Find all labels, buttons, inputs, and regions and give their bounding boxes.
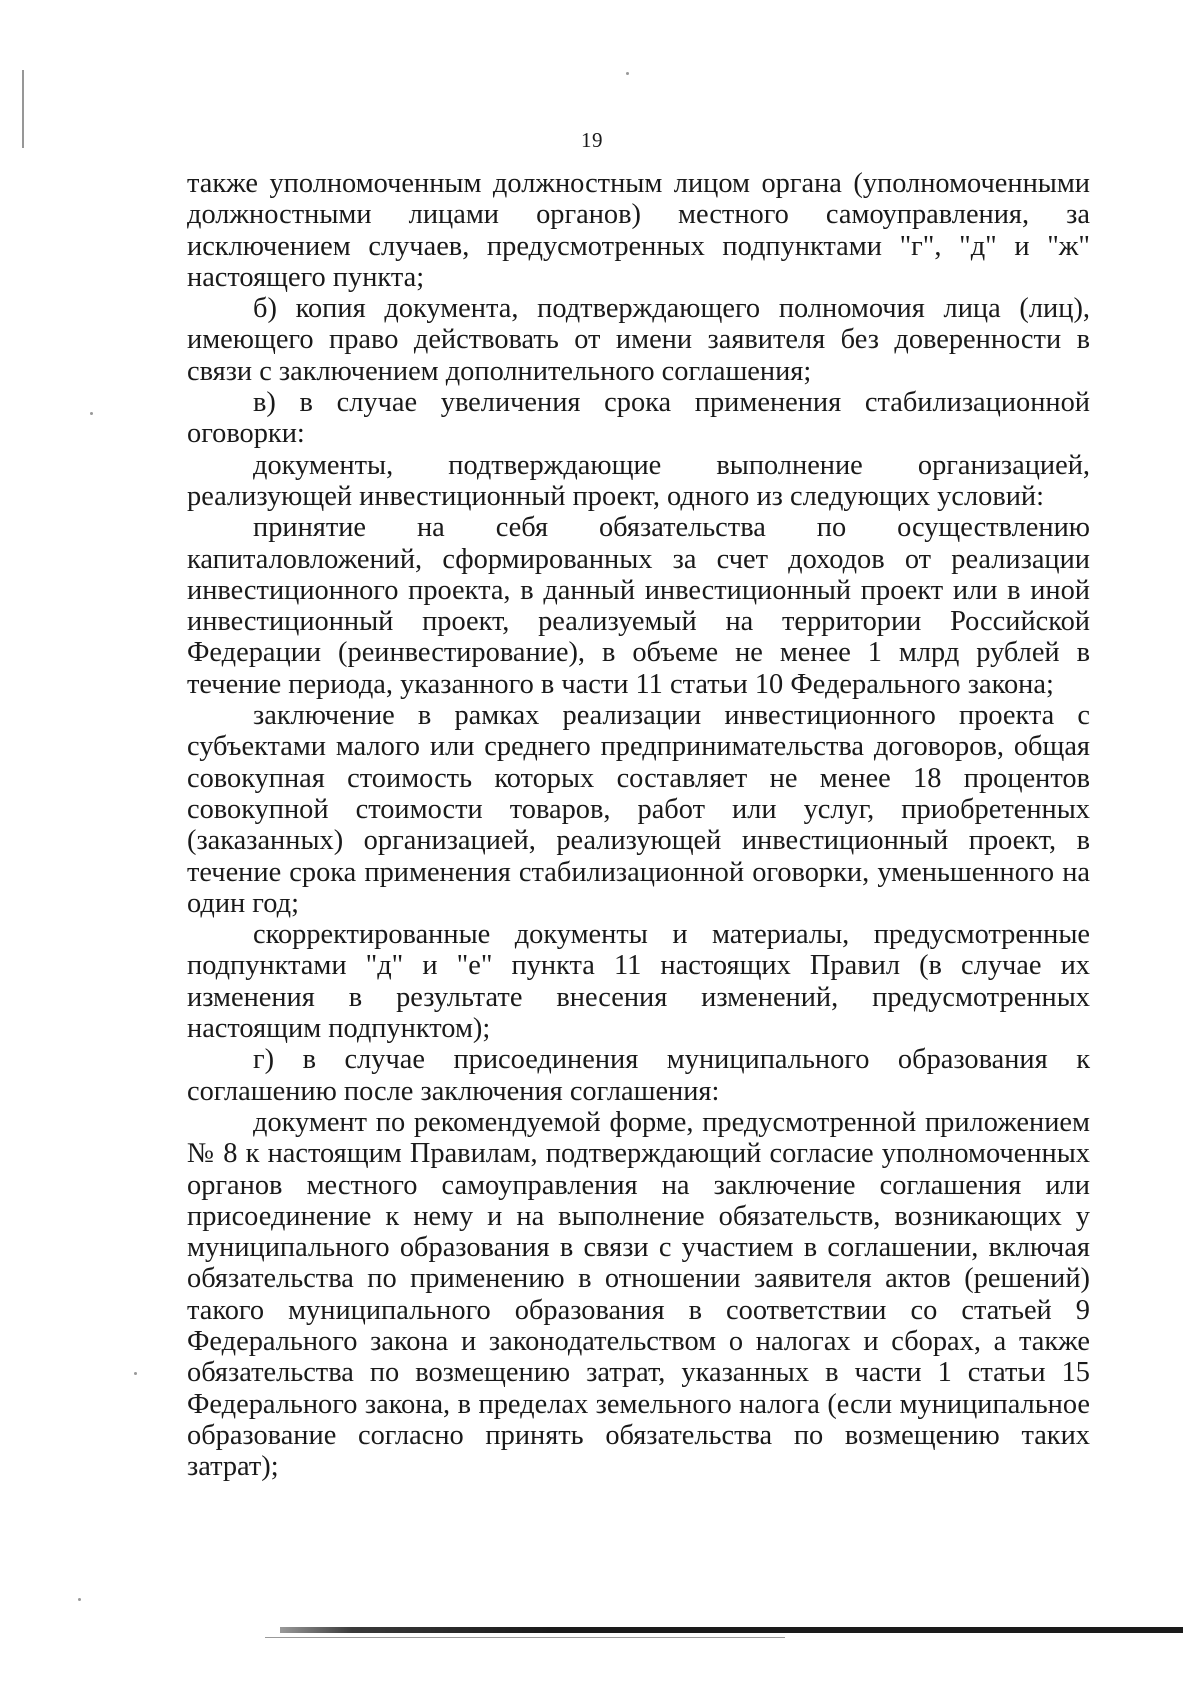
paragraph: документы, подтверждающие выполнение организацией, реализующей инвестиционный проект, одного из следующих условий: [187, 449, 1090, 512]
scan-bottom-edge-thin [265, 1637, 785, 1638]
page-number: 19 [581, 128, 603, 152]
paragraph: принятие на себя обязательства по осуществлению капиталовложений, сформированных за счет доходов от реализации инвестиционного проекта, в данный инвестиционный проект или в иной инвестиционный проект, реализуемый на территории Российской Федерации (реинвестирование), в объеме не менее 1 млрд рублей в течение периода, указанного в части 11 статьи 10 Федерального закона; [187, 512, 1090, 700]
paragraph: также уполномоченным должностным лицом органа (уполномоченными должностными лицами органов) местного самоуправления, за исключением случаев, предусмотренных подпунктами "г", "д" и "ж" настоящего пункта; [187, 168, 1090, 293]
scan-speck [90, 412, 93, 415]
paragraph: г) в случае присоединения муниципального образования к соглашению после заключения соглашения: [187, 1044, 1090, 1107]
scan-bottom-edge [280, 1627, 1183, 1633]
paragraph: в) в случае увеличения срока применения стабилизационной оговорки: [187, 387, 1090, 450]
scan-speck [626, 72, 629, 75]
paragraph: заключение в рамках реализации инвестиционного проекта с субъектами малого или среднего предпринимательства договоров, общая совокупная стоимость которых составляет не менее 18 процентов совокупной стоимости товаров, работ или услуг, приобретенных (заказанных) организацией, реализующей инвестиционный проект, в течение срока применения стабилизационной оговорки, уменьшенного на один год; [187, 700, 1090, 919]
scan-speck [78, 1598, 81, 1601]
document-body [187, 168, 1090, 1482]
paragraph: документ по рекомендуемой форме, предусмотренной приложением № 8 к настоящим Правилам, подтверждающий согласие уполномоченных органов местного самоуправления на заключение соглашения или присоединение к нему и на выполнение обязательств, возникающих у муниципального образования в связи с участием в соглашении, включая обязательства по применению в отношении заявителя актов (решений) такого муниципального образования в соответствии со статьей 9 Федерального закона и законодательством о налогах и сборах, а также обязательства по возмещению затрат, указанных в части 1 статьи 15 Федерального закона, в пределах земельного налога (если муниципальное образование согласно принять обязательства по возмещению таких затрат); [187, 1106, 1090, 1483]
paragraph: скорректированные документы и материалы, предусмотренные подпунктами "д" и "е" пункта 11 настоящих Правил (в случае их изменения в результате внесения изменений, предусмотренных настоящим подпунктом); [187, 919, 1090, 1045]
paragraph: б) копия документа, подтверждающего полномочия лица (лиц), имеющего право действовать от имени заявителя без доверенности в связи с заключением дополнительного соглашения; [187, 293, 1090, 387]
scan-speck [134, 1372, 137, 1375]
